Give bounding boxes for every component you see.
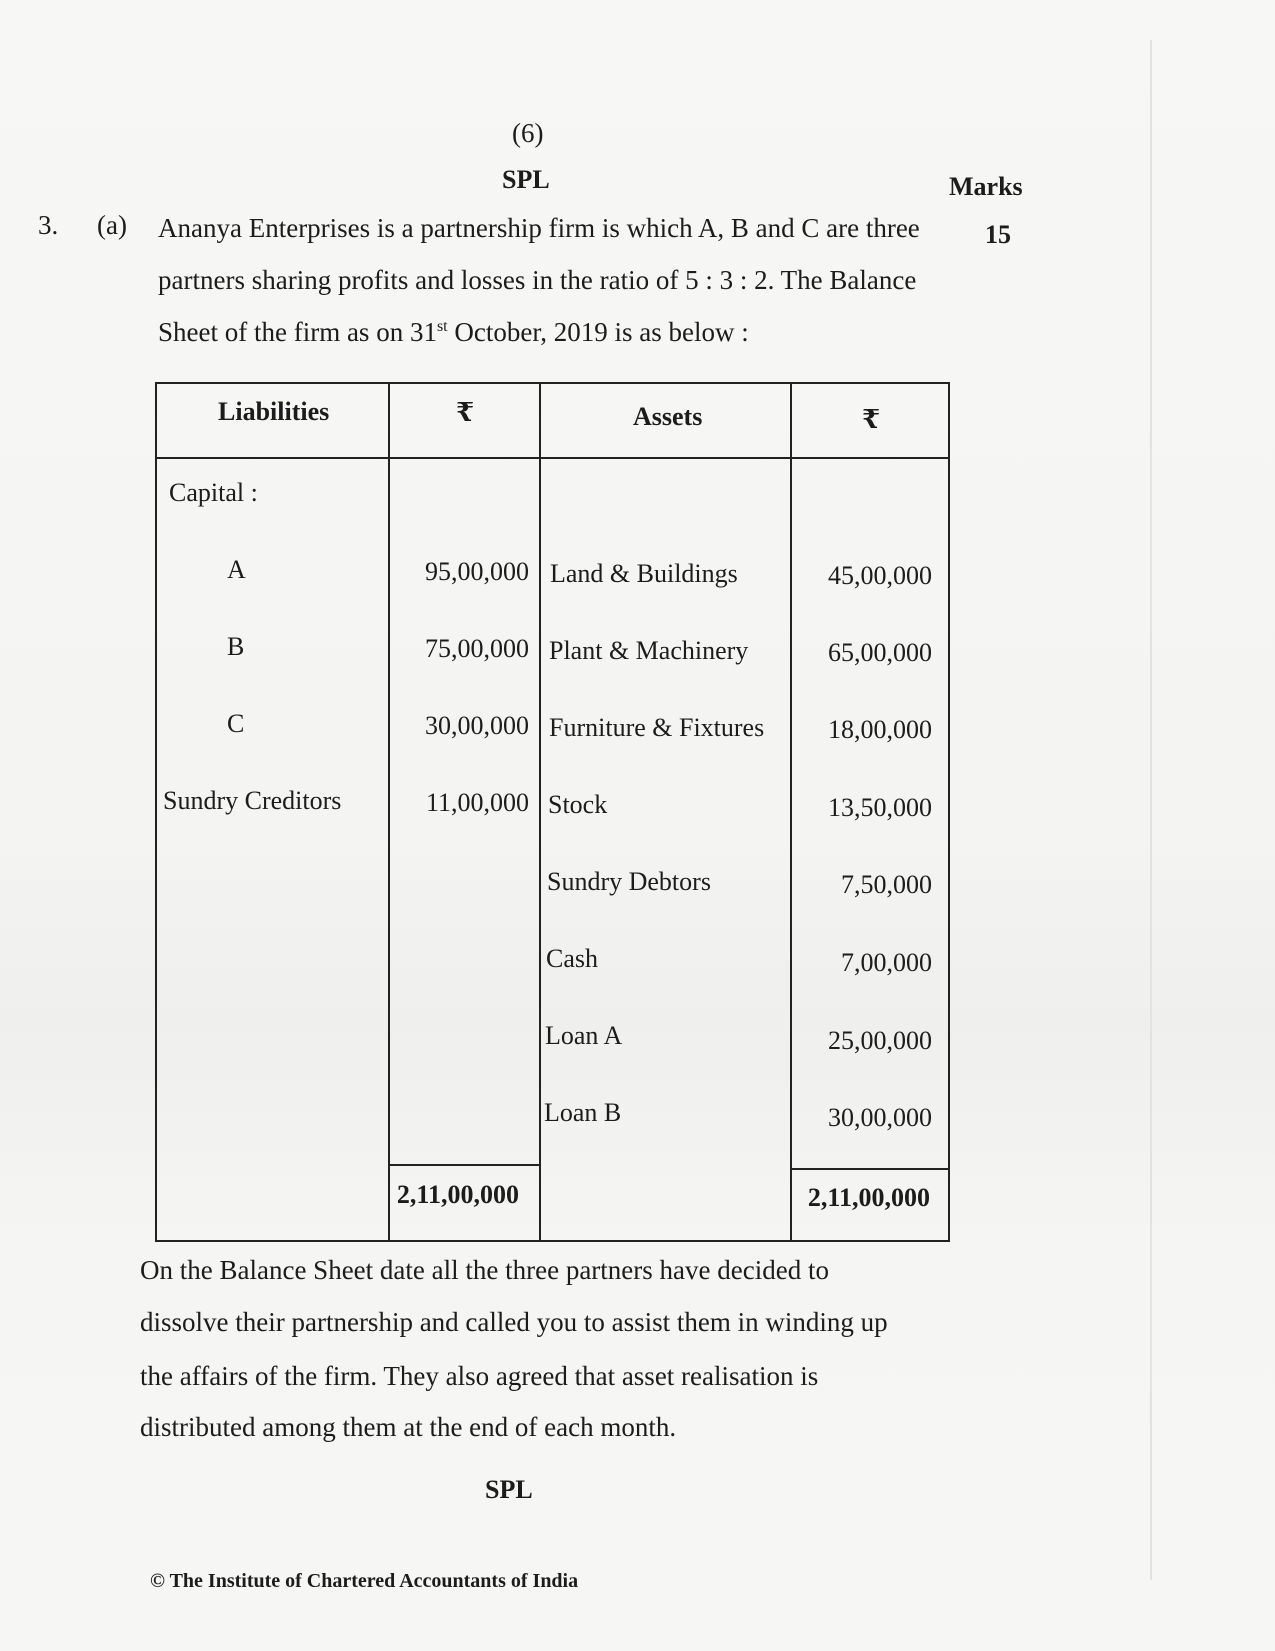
asset-amount: 30,00,000	[828, 1103, 932, 1132]
asset-amount: 18,00,000	[828, 715, 932, 744]
closing-line-4: distributed among them at the end of each month.	[140, 1412, 677, 1442]
liability-name: Sundry Creditors	[163, 786, 342, 815]
table-top-border	[155, 382, 950, 384]
copyright-notice: © The Institute of Chartered Accountants of India	[150, 1570, 579, 1592]
ordinal-suffix: st	[436, 318, 448, 335]
marks-label: Marks	[949, 172, 1023, 201]
column-divider-1	[388, 382, 390, 1242]
total-assets: 2,11,00,000	[807, 1183, 930, 1212]
question-number: 3.	[38, 210, 59, 240]
table-header-divider	[155, 457, 950, 459]
header-assets: Assets	[633, 402, 703, 431]
asset-amount: 13,50,000	[828, 793, 932, 822]
column-divider-3	[790, 382, 792, 1242]
question-line-3-end: October, 2019 is as below :	[447, 317, 749, 347]
table-bottom-border	[155, 1240, 950, 1242]
asset-name: Cash	[546, 944, 598, 973]
asset-name: Sundry Debtors	[547, 867, 711, 896]
asset-amount: 7,50,000	[841, 870, 932, 899]
table-right-border	[948, 382, 950, 1242]
question-line-3	[158, 317, 749, 348]
capital-label: Capital :	[169, 478, 258, 507]
asset-name: Land & Buildings	[550, 559, 738, 588]
asset-name: Loan A	[545, 1021, 623, 1050]
closing-line-1: On the Balance Sheet date all the three partners have decided to	[140, 1255, 829, 1285]
page-number: (6)	[512, 118, 544, 148]
question-part: (a)	[97, 210, 127, 240]
question-line-2: partners sharing profits and losses in the ratio of 5 : 3 : 2. The Balance	[158, 265, 917, 295]
asset-amount: 45,00,000	[828, 561, 932, 590]
liability-amount: 30,00,000	[425, 711, 529, 740]
page-edge	[1150, 40, 1152, 1580]
liability-amount: 11,00,000	[425, 788, 529, 817]
asset-amount: 65,00,000	[828, 638, 932, 667]
question-line-1: Ananya Enterprises is a partnership firm is which A, B and C are three	[158, 213, 920, 243]
closing-line-3: the affairs of the firm. They also agreed that asset realisation is	[140, 1361, 819, 1391]
closing-line-2: dissolve their partnership and called you to assist them in winding up	[140, 1307, 888, 1337]
total-liabilities: 2,11,00,000	[396, 1180, 519, 1209]
asset-name: Plant & Machinery	[549, 636, 749, 665]
total-line-liabilities	[388, 1164, 540, 1166]
liability-name: B	[227, 632, 245, 661]
asset-name: Furniture & Fixtures	[549, 713, 765, 742]
liability-name: A	[227, 555, 246, 584]
liability-name: C	[227, 709, 245, 738]
asset-amount: 25,00,000	[828, 1026, 932, 1055]
question-line-3-start: Sheet of the firm as on 31	[158, 317, 437, 347]
header-amount-assets: ₹	[862, 405, 881, 434]
header-code: SPL	[502, 165, 550, 194]
asset-name: Loan B	[544, 1098, 622, 1127]
header-liabilities: Liabilities	[218, 397, 330, 426]
footer-code: SPL	[485, 1475, 533, 1504]
asset-amount: 7,00,000	[841, 948, 932, 977]
asset-name: Stock	[548, 790, 608, 819]
table-left-border	[155, 382, 157, 1242]
column-divider-2	[539, 382, 541, 1242]
liability-amount: 95,00,000	[425, 557, 529, 586]
marks-value: 15	[985, 220, 1011, 249]
liability-amount: 75,00,000	[425, 634, 529, 663]
header-amount-liabilities: ₹	[456, 398, 475, 427]
total-line-assets	[790, 1168, 950, 1170]
